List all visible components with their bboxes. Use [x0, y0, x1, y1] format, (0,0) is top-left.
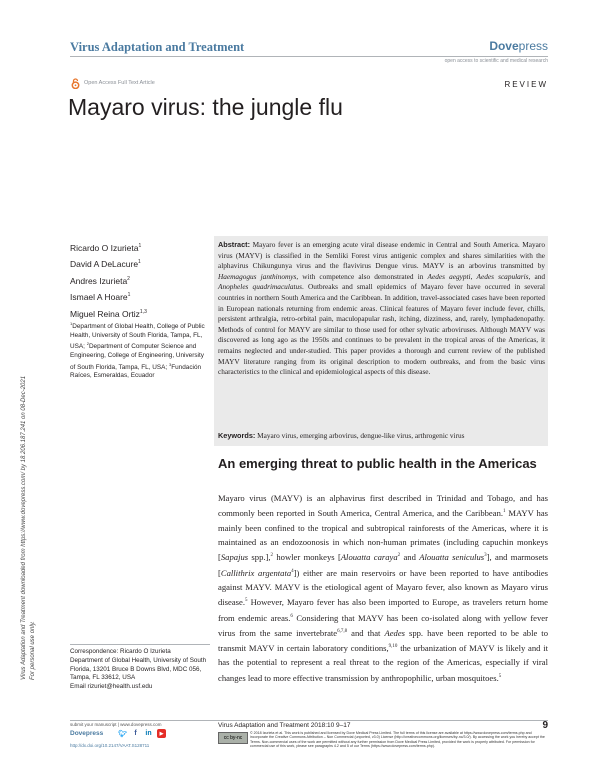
facebook-icon[interactable]: f — [134, 730, 137, 737]
correspondence-address: Department of Global Health, University of South Florida, 13201 Bruce B Downs Blvd, MDC 056, Tampa, FL 33612, USA — [70, 656, 207, 682]
correspondence-label: Correspondence: Ricardo O Izurieta — [70, 648, 171, 655]
correspondence-divider — [70, 644, 210, 645]
section-body: Mayaro virus (MAYV) is an alphavirus first described in Trinidad and Tobago, and has commonly been reported in South America, Central America, and the Caribbean.$^1$ MAYV has mainly been confined to the tropical and subtropical rainforests of the Americas, where it is maintained as an endozoonosis in which non-human primates (including capuchin monkeys [Sapajus spp.],$^2$ howler monkeys [Alouatta caraya$^2$ and Alouatta seniculus$^3$], and marmosets [Callithrix argentata$^4$]) either are main reservoirs or have been reported to have antibodies against MAYV. MAYV is the etiological agent of Mayaro fever, also known as Mayaro virus disease.$^5$ However, Mayaro fever has also been imported to Europe, as travelers return home from endemic areas.$^6$ Considering that MAYV has been co-isolated along with yellow fever virus from the same invertebrate$^{6,7,8}$ and that Aedes spp. have been reported to be able to transmit MAYV in certain laboratory conditions,$^{9,10}$ the urbanization of MAYV is likely and it has the potential to represent a real threat to the region of the Americas, especially if viral changes lead to more effective transmission by anthropophilic, urban mosquitoes.$^5$ — [218, 493, 548, 683]
author: Andres Izurieta$^2$ — [70, 275, 130, 286]
author: Miguel Reina Ortiz$^{1,3}$ — [70, 308, 147, 319]
linkedin-icon[interactable]: in — [145, 730, 152, 737]
affiliations: $^1$Department of Global Health, College of Public Health, University of South Florida, Tampa, FL, USA; $^2$Department of Computer Science and Engineering, College of Engineering, University of South Florida, Tampa, FL, USA; $^3$Fundación Raíces, Esmeraldas, Ecuador — [70, 321, 205, 380]
download-notice-line1: Virus Adaptation and Treatment downloaded from https://www.dovepress.com/ by 18.206.187.241 on 08-Dec-2021 — [21, 375, 27, 680]
page-number: 9 — [542, 720, 548, 731]
open-access-label: Open Access Full Text Article — [84, 80, 155, 86]
author-list — [70, 239, 200, 321]
download-notice — [20, 140, 48, 680]
correspondence — [70, 648, 210, 692]
author: David A DeLacure$^1$ — [70, 259, 141, 270]
footer-publisher-logo[interactable]: Dovepress — [70, 730, 104, 737]
article-type: REVIEW — [504, 80, 548, 89]
social-links — [118, 729, 166, 738]
header-divider — [70, 56, 548, 57]
correspondence-email[interactable]: Email rizuriet@health.usf.edu — [70, 683, 153, 691]
publisher-tagline: open access to scientific and medical research — [444, 58, 548, 64]
citation: Virus Adaptation and Treatment 2018:10 9–17 — [218, 722, 351, 729]
journal-title: Virus Adaptation and Treatment — [70, 40, 245, 54]
keywords: Keywords: Mayaro virus, emerging arbovirus, dengue-like virus, arthrogenic virus — [218, 431, 465, 440]
cc-license-badge[interactable]: cc by-nc — [218, 732, 248, 744]
youtube-icon[interactable]: ▶ — [157, 729, 166, 738]
submit-link[interactable]: submit your manuscript | www.dovepress.com — [70, 722, 162, 727]
publisher-logo-bold: Dove — [489, 39, 519, 53]
publisher-logo[interactable] — [489, 39, 548, 53]
doi-link[interactable]: http://dx.doi.org/10.2147/VAAT.S128711 — [70, 743, 150, 748]
twitter-icon[interactable]: 🐦︎ — [118, 730, 127, 738]
open-access-icon — [71, 78, 80, 89]
license-text: © 2018 Izurieta et al. This work is published and licensed by Dove Medical Press Limited. The full terms of this license are available at https://www.dovepress.com/terms.php and incorporate the Creative Commons Attribution – Non Commercial (unported, v3.0) License (http://creativecommons.org/licenses/by-nc/3.0/). By accessing the work you hereby accept the Terms. Non-commercial uses of the work are permitted without any further permission from Dove Medical Press Limited, provided the work is properly attributed. For permission for commercial use of this work, please see paragraphs 4.2 and 5 of our Terms (https://www.dovepress.com/terms.php). — [250, 731, 545, 749]
download-notice-line2: For personal use only. — [30, 621, 36, 680]
footer-divider — [70, 720, 548, 721]
author: Ismael A Hoare$^1$ — [70, 292, 131, 303]
author: Ricardo O Izurieta$^1$ — [70, 242, 142, 253]
abstract-text: Abstract: Mayaro fever is an emerging acute viral disease endemic in Central and South America. Mayaro virus (MAYV) is classified in the Semliki Forest virus antigenic complex and shares similarities with the alphavirus Chikungunya virus and the flavivirus Dengue virus. MAYV is an arbovirus transmitted by Haemagogus janthinomys, with competence also demonstrated in Aedes aegypti, Aedes scapularis, and Anopheles quadrimaculatus. Outbreaks and small epidemics of Mayaro fever have occurred in several countries in northern South America and the Caribbean. In addition, travel-associated cases have been reported in European nationals returning from endemic areas. Clinical features of Mayaro fever include fever, chills, persistent arthralgia, retro-orbital pain, maculopapular rash, itching, dizziness, and, rarely, lymphadenopathy. Methods of control for MAYV are similar to those used for other sylvatic arboviruses. Although MAYV was discovered as long ago as the 1950s and continues to be prevalent in the tropical areas of the Americas, it remains neglected and under-studied. This paper provides a thorough and current review of the published MAYV literature ranging from its original description to modern outbreaks, and from the basic virus characteristics to the clinical and epidemiological aspects of this disease. — [218, 240, 546, 377]
section-heading: An emerging threat to public health in the Americas — [218, 456, 537, 471]
article-title: Mayaro virus: the jungle flu — [68, 94, 343, 120]
publisher-logo-rest: press — [518, 39, 548, 53]
